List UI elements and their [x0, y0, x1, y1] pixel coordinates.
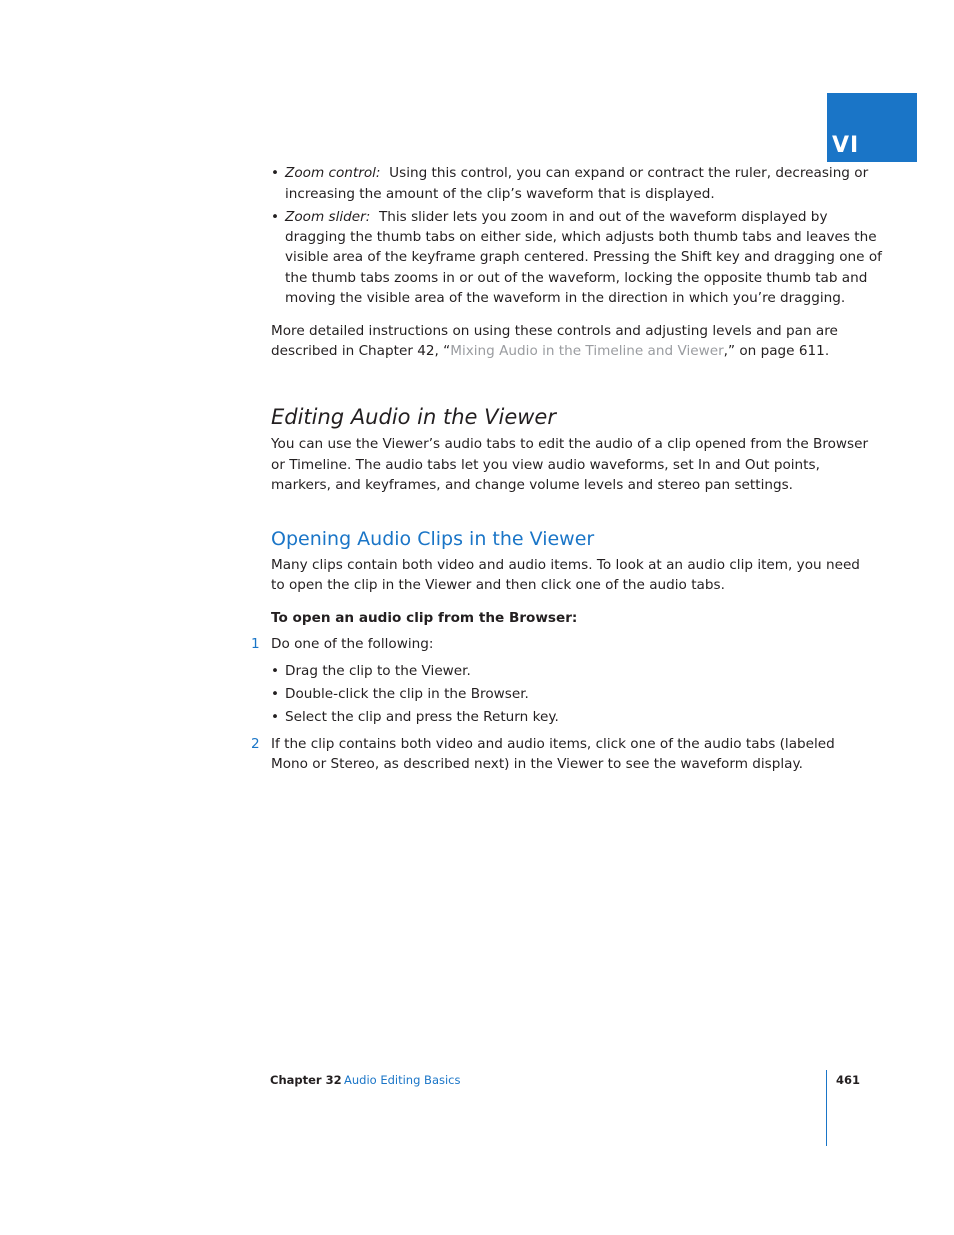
- step-2-line-1: If the clip contains both video and audio items, click one of the audio tabs (labeled: [271, 736, 835, 752]
- bullet-zoom-slider-line-4: the thumb tabs zooms in or out of the waveform, locking the opposite thumb tab and: [285, 270, 868, 286]
- footer-divider: [826, 1070, 827, 1146]
- intro-text: described in Chapter 42, “: [271, 343, 451, 359]
- bullet-marker: •: [271, 686, 280, 702]
- step-number: 2: [251, 736, 260, 752]
- section-heading: Editing Audio in the Viewer: [271, 405, 556, 429]
- term-zoom-slider: Zoom slider:: [285, 209, 371, 225]
- bullet-zoom-slider-line-2: dragging the thumb tabs on either side, which adjusts both thumb tabs and leaves the: [285, 229, 877, 245]
- footer-chapter-title: Audio Editing Basics: [344, 1073, 461, 1087]
- term-zoom-control: Zoom control:: [285, 165, 381, 181]
- step-1-bullet-1: Drag the clip to the Viewer.: [285, 663, 471, 679]
- subsection-line-2: to open the clip in the Viewer and then click one of the audio tabs.: [271, 577, 725, 593]
- bullet-zoom-slider-line-1: [285, 207, 827, 227]
- step-2-line-2: Mono or Stereo, as described next) in the Viewer to see the waveform display.: [271, 756, 803, 772]
- bullet-marker: •: [271, 709, 280, 725]
- bullet-text: Using this control, you can expand or contract the ruler, decreasing or: [389, 165, 869, 181]
- step-number: 1: [251, 636, 260, 652]
- bullet-zoom-control-line-2: increasing the amount of the clip’s waveform that is displayed.: [285, 186, 715, 202]
- step-1-text: Do one of the following:: [271, 636, 434, 652]
- bullet-zoom-slider-line-3: visible area of the keyframe graph centered. Pressing the Shift key and dragging one of: [285, 249, 882, 265]
- step-1-bullet-2: Double-click the clip in the Browser.: [285, 686, 529, 702]
- cross-reference-link[interactable]: Mixing Audio in the Timeline and Viewer: [450, 343, 724, 359]
- page-number: 461: [836, 1073, 861, 1087]
- subsection-heading: Opening Audio Clips in the Viewer: [271, 528, 595, 550]
- bullet-marker: •: [271, 165, 280, 181]
- intro-line-1: More detailed instructions on using these controls and adjusting levels and pan are: [271, 323, 838, 339]
- bullet-zoom-slider-line-5: moving the visible area of the waveform in the direction in which you’re dragging.: [285, 290, 846, 306]
- section-line-1: You can use the Viewer’s audio tabs to edit the audio of a clip opened from the Browser: [271, 436, 869, 452]
- intro-line-2: [271, 341, 829, 361]
- intro-text: ,” on page 611.: [723, 343, 830, 359]
- section-line-3: markers, and keyframes, and change volume levels and stereo pan settings.: [271, 477, 793, 493]
- bullet-marker: •: [271, 663, 280, 679]
- part-tab: [827, 93, 917, 162]
- task-title: To open an audio clip from the Browser:: [271, 610, 578, 626]
- section-line-2: or Timeline. The audio tabs let you view audio waveforms, set In and Out points,: [271, 457, 820, 473]
- step-1-bullet-3: Select the clip and press the Return key.: [285, 709, 559, 725]
- subsection-line-1: Many clips contain both video and audio items. To look at an audio clip item, you need: [271, 557, 860, 573]
- part-tab-label: VI: [832, 133, 860, 158]
- bullet-zoom-control-line-1: [285, 163, 868, 183]
- bullet-text: This slider lets you zoom in and out of the waveform displayed by: [378, 209, 828, 225]
- bullet-marker: •: [271, 209, 280, 225]
- footer-chapter-label: Chapter 32: [270, 1073, 342, 1087]
